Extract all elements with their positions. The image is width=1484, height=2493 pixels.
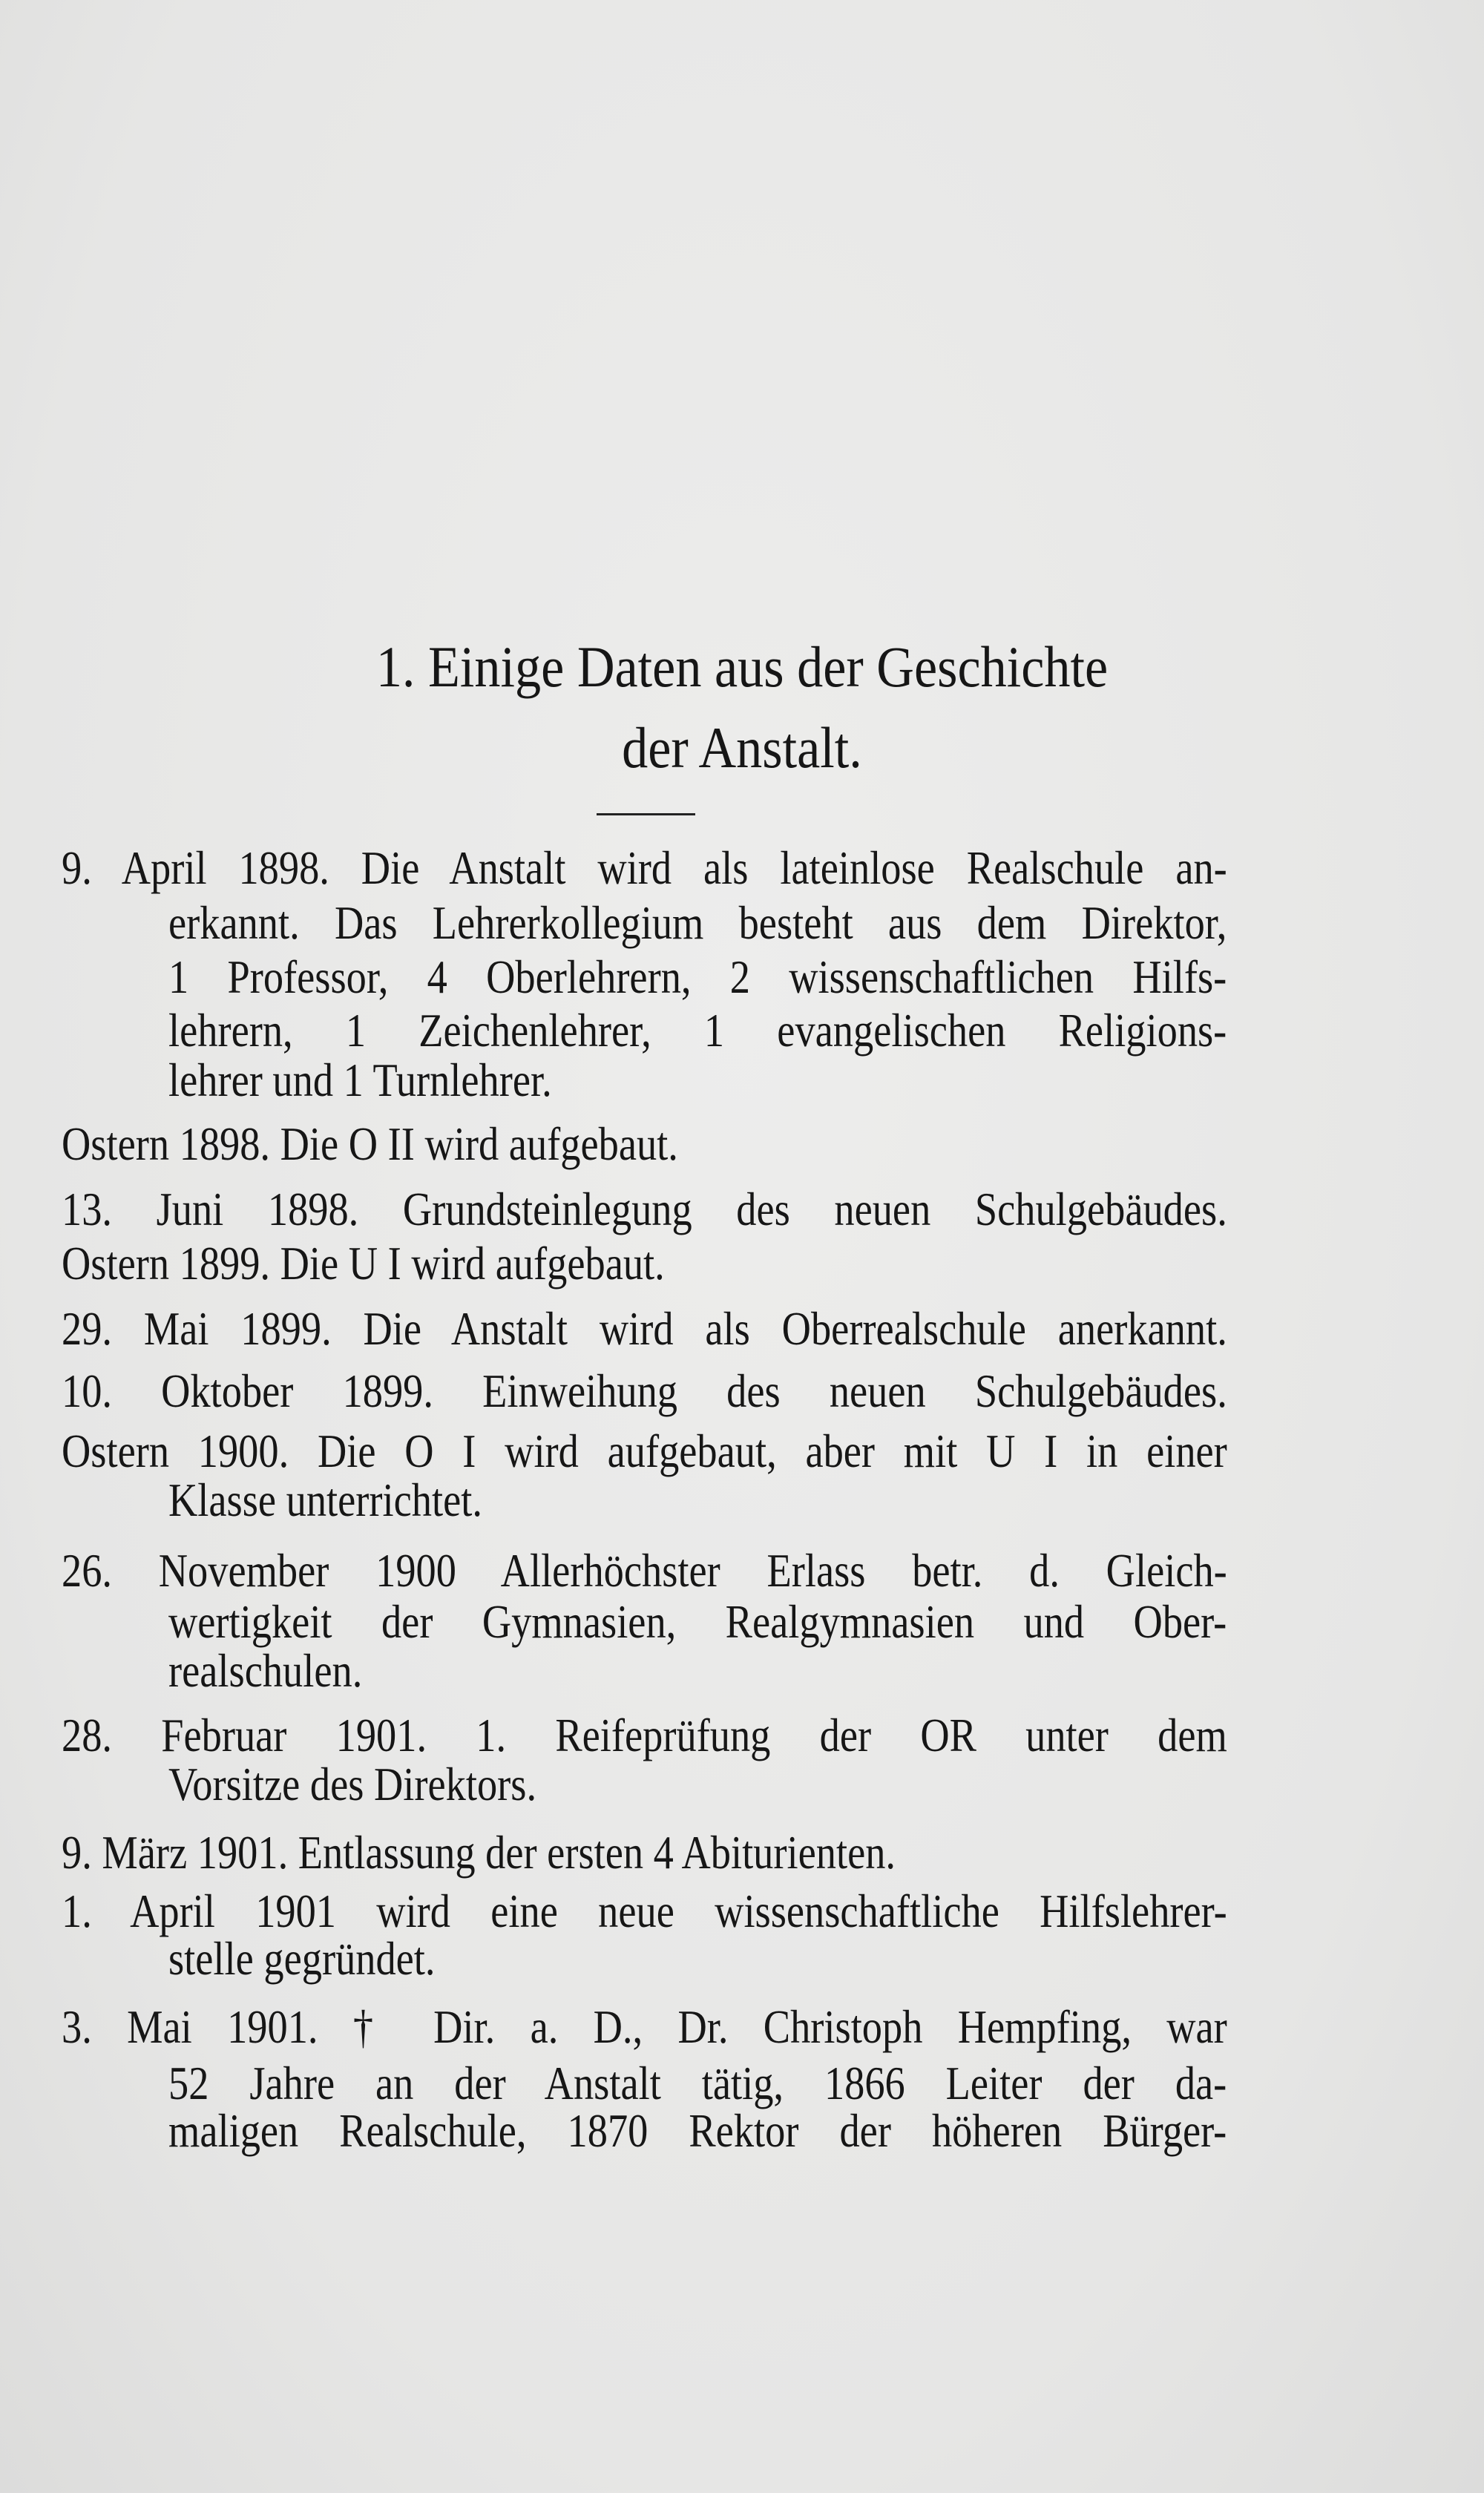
entry-line: wertigkeit der Gymnasien, Realgymnasien und Ober- — [168, 1595, 1227, 1648]
entry-line: 1 Professor, 4 Oberlehrern, 2 wissenschaftlichen Hilfs- — [168, 950, 1227, 1003]
entry-line: 9. April 1898. Die Anstalt wird als lateinlose Realschule an- — [62, 841, 1227, 894]
entry-line: lehrer und 1 Turnlehrer. — [168, 1054, 552, 1106]
entry-line: Ostern 1900. Die O I wird aufgebaut, aber mit U I in einer — [62, 1425, 1227, 1477]
entry-line: 26. November 1900 Allerhöchster Erlass betr. d. Gleich- — [62, 1544, 1227, 1597]
entry-line: lehrern, 1 Zeichenlehrer, 1 evangelischen Religions- — [168, 1004, 1227, 1057]
entry-line: maligen Realschule, 1870 Rektor der höheren Bürger- — [168, 2104, 1227, 2157]
entry-line: erkannt. Das Lehrerkollegium besteht aus dem Direktor, — [168, 896, 1227, 949]
entry-line: Ostern 1898. Die O II wird aufgebaut. — [62, 1117, 678, 1170]
entry-line: realschulen. — [168, 1644, 363, 1697]
entry-line: Ostern 1899. Die U I wird aufgebaut. — [62, 1237, 665, 1290]
entry-line: 29. Mai 1899. Die Anstalt wird als Oberrealschule anerkannt. — [62, 1302, 1227, 1355]
entry-line: 10. Oktober 1899. Einweihung des neuen Schulgebäudes. — [62, 1364, 1227, 1417]
entry-line: 28. Februar 1901. 1. Reifeprüfung der OR unter dem — [62, 1709, 1227, 1761]
entry-line: 52 Jahre an der Anstalt tätig, 1866 Leiter der da- — [168, 2057, 1227, 2109]
entry-line: Klasse unterrichtet. — [168, 1474, 482, 1526]
entry-line: 3. Mai 1901. † Dir. a. D., Dr. Christoph Hempfing, war — [62, 2000, 1227, 2053]
section-heading-line-2: der Anstalt. — [622, 715, 862, 780]
entry-line: 9. März 1901. Entlassung der ersten 4 Abiturienten. — [62, 1826, 896, 1879]
entry-line: 1. April 1901 wird eine neue wissenschaftliche Hilfslehrer- — [62, 1885, 1227, 1937]
heading-divider — [597, 813, 695, 815]
entry-line: Vorsitze des Direktors. — [168, 1758, 537, 1810]
entry-line: stelle gegründet. — [168, 1932, 436, 1985]
section-heading-line-1: 1. Einige Daten aus der Geschichte — [375, 634, 1109, 699]
entry-line: 13. Juni 1898. Grundsteinlegung des neuen Schulgebäudes. — [62, 1183, 1227, 1235]
